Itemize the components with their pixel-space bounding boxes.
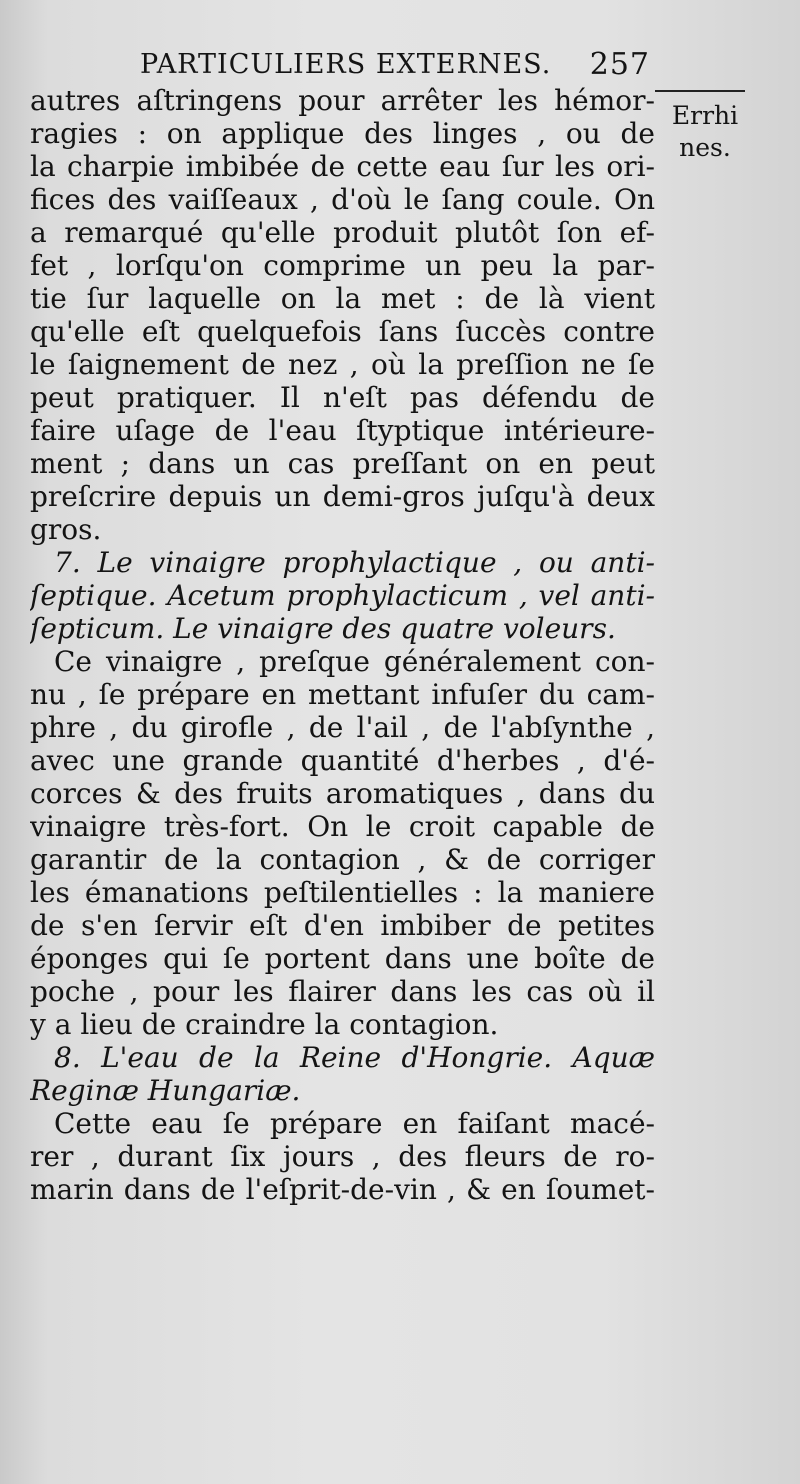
text-line: nu , ſe prépare en mettant infuſer du cam- bbox=[30, 678, 655, 711]
text-line: 7. Le vinaigre prophylactique , ou anti- bbox=[54, 546, 655, 579]
text-line: gros. bbox=[30, 513, 102, 546]
text-line: qu'elle eſt quelquefois ſans ſuccès contre bbox=[30, 315, 655, 348]
text-line: preſcrire depuis un demi-gros juſqu'à deux bbox=[30, 480, 655, 513]
marginal-note-line: nes. bbox=[679, 133, 731, 162]
running-head: PARTICULIERS EXTERNES. bbox=[140, 49, 552, 80]
text-line: les émanations peſtilentielles : la maniere bbox=[30, 876, 655, 909]
page-number: 257 bbox=[589, 47, 650, 82]
text-line: ſeptique. Acetum prophylacticum , vel anti- bbox=[30, 579, 655, 612]
text-line: tie ſur laquelle on la met : de là vient bbox=[30, 282, 655, 315]
text-line: ragies : on applique des linges , ou de bbox=[30, 117, 655, 150]
text-line: vinaigre très-fort. On le croit capable de bbox=[30, 810, 655, 843]
text-line: Cette eau ſe prépare en faiſant macé- bbox=[54, 1107, 655, 1140]
margin-rule bbox=[655, 90, 745, 92]
text-line: fices des vaiſſeaux , d'où le ſang coule. On bbox=[30, 183, 655, 216]
text-line: ment ; dans un cas preſſant on en peut bbox=[30, 447, 655, 480]
body-text bbox=[30, 84, 655, 1206]
text-line: avec une grande quantité d'herbes , d'é- bbox=[30, 744, 655, 777]
text-line: Reginæ Hungariæ. bbox=[30, 1074, 301, 1107]
text-line: rer , durant ſix jours , des fleurs de ro- bbox=[30, 1140, 655, 1173]
marginal-note bbox=[650, 100, 760, 164]
text-line: garantir de la contagion , & de corriger bbox=[30, 843, 655, 876]
text-line: éponges qui ſe portent dans une boîte de bbox=[30, 942, 655, 975]
text-line: a remarqué qu'elle produit plutôt ſon ef- bbox=[30, 216, 655, 249]
text-line: phre , du girofle , de l'ail , de l'abſynthe , bbox=[30, 711, 655, 744]
text-line: fet , lorſqu'on comprime un peu la par- bbox=[30, 249, 655, 282]
text-line: autres aſtringens pour arrêter les hémor- bbox=[30, 84, 655, 117]
text-line: poche , pour les flairer dans les cas où il bbox=[30, 975, 655, 1008]
text-line: y a lieu de craindre la contagion. bbox=[30, 1008, 499, 1041]
text-line: faire uſage de l'eau ſtyptique intérieure- bbox=[30, 414, 655, 447]
text-line: la charpie imbibée de cette eau ſur les ori- bbox=[30, 150, 655, 183]
text-line: le ſaignement de nez , où la preſſion ne ſe bbox=[30, 348, 655, 381]
text-line: marin dans de l'eſprit-de-vin , & en ſoumet- bbox=[30, 1173, 655, 1206]
text-line: peut pratiquer. Il n'eſt pas défendu de bbox=[30, 381, 655, 414]
text-line: corces & des fruits aromatiques , dans du bbox=[30, 777, 655, 810]
text-line: ſepticum. Le vinaigre des quatre voleurs. bbox=[30, 612, 616, 645]
text-line: 8. L'eau de la Reine d'Hongrie. Aquæ bbox=[54, 1041, 655, 1074]
text-line: Ce vinaigre , preſque généralement con- bbox=[54, 645, 655, 678]
marginal-note-line: Errhi bbox=[671, 101, 739, 130]
text-line: de s'en ſervir eſt d'en imbiber de petites bbox=[30, 909, 655, 942]
